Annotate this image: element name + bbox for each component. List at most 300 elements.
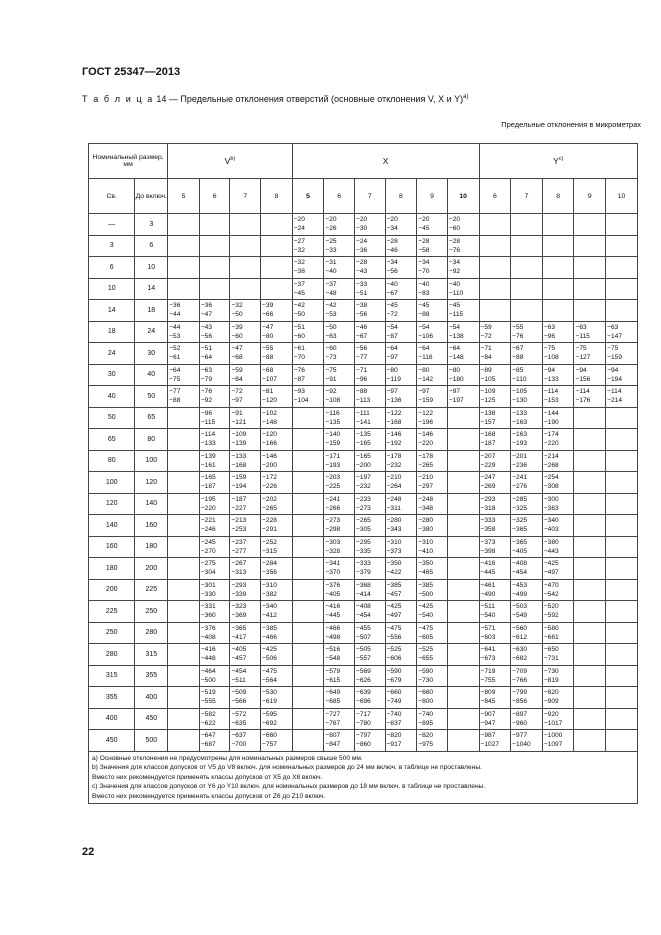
deviation-cell-y: −163 −193 [511,429,543,451]
size-from: 3 [89,235,135,257]
deviation-cell-y: −144 −190 [542,407,574,429]
deviation-cell-y: −987 −1027 [479,730,511,752]
deviation-cell-x: −116 −135 [324,407,355,429]
deviation-cell-x: −280 −343 [385,515,417,537]
deviation-cell-x: −40 −67 [385,278,417,300]
deviation-cell-y: −461 −490 [479,579,511,601]
size-to: 40 [135,364,168,386]
footnote-line: b) Значения для классов допусков от V5 до V8 включ. для номинальных размеров до 24 мм включ. в таблице не проставлены. [92,764,482,771]
deviation-cell-x: −425 −540 [417,601,448,623]
deviation-cell-y: −977 −1040 [511,730,543,752]
units-note: Предельные отклонения в микрометрах [501,120,641,129]
deviation-cell-v [168,730,200,752]
deviation-cell-x: −28 −46 [385,235,417,257]
deviation-cell-y [479,278,511,300]
deviation-cell-x: −265 −305 [354,515,385,537]
deviation-cell-y [606,708,638,730]
deviation-cell-x: −92 −108 [324,386,355,408]
deviation-cell-y [606,536,638,558]
deviation-cell-x: −80 −180 [447,364,479,386]
deviation-cell-x [447,622,479,644]
deviation-cell-x [447,579,479,601]
deviation-cell-v: −195 −220 [199,493,230,515]
deviation-cell-v: −32 −50 [230,300,261,322]
deviation-cell-y [574,644,606,666]
deviation-cell-v [230,257,261,279]
deviation-cell-x: −455 −507 [354,622,385,644]
deviation-cell-x: −75 −91 [324,364,355,386]
deviation-cell-y: −114 −176 [574,386,606,408]
deviation-cell-y [574,300,606,322]
size-from: 180 [89,558,135,580]
deviation-cell-y [479,257,511,279]
size-to: 400 [135,687,168,709]
deviation-cell-x: −408 −454 [354,601,385,623]
footnote-line: Вместо них рекомендуется применять классы допусков от X5 до X8 включ. [92,773,323,781]
deviation-cell-v: −68 −107 [261,364,293,386]
deviation-cell-x: −146 −220 [417,429,448,451]
size-to: 30 [135,343,168,365]
deviation-cell-x [292,536,324,558]
deviation-cell-v: −385 −466 [261,622,293,644]
deviation-cell-x: −303 −328 [324,536,355,558]
deviation-cell-v: −63 −79 [199,364,230,386]
deviation-cell-v: −284 −356 [261,558,293,580]
deviation-cell-y: −293 −318 [479,493,511,515]
deviation-cell-v: −301 −330 [199,579,230,601]
deviation-cell-y [606,730,638,752]
deviation-cell-y [606,300,638,322]
deviation-cell-y: −503 −549 [511,601,543,623]
deviation-cell-v: −43 −56 [199,321,230,343]
deviation-cell-y: −214 −268 [542,450,574,472]
deviation-cell-v [199,257,230,279]
deviation-cell-x: −34 −70 [417,257,448,279]
deviation-cell-y [574,730,606,752]
deviation-cell-y [574,214,606,236]
deviation-cell-x: −64 −148 [447,343,479,365]
deviation-cell-y [606,235,638,257]
deviation-cell-v: −51 −64 [199,343,230,365]
deviation-cell-v [261,278,293,300]
deviation-cell-x: −248 −348 [417,493,448,515]
deviation-cell-y [606,429,638,451]
size-to: 6 [135,235,168,257]
deviation-cell-y: −1000 −1097 [542,730,574,752]
deviation-cell-v [168,622,200,644]
deviation-cell-x: −475 −605 [417,622,448,644]
deviation-cell-v: −139 −161 [199,450,230,472]
deviation-cell-y: −470 −542 [542,579,574,601]
deviation-cell-x [447,472,479,494]
table-row [89,579,638,601]
deviation-cell-y: −94 −133 [542,364,574,386]
deviation-cell-x: −165 −200 [354,450,385,472]
deviation-cell-y: −719 −755 [479,665,511,687]
deviation-cell-x: −140 −159 [324,429,355,451]
deviation-cell-y: −94 −156 [574,364,606,386]
deviation-cell-v: −76 −92 [199,386,230,408]
table-row [89,321,638,343]
deviation-cell-y: −138 −157 [479,407,511,429]
deviation-cell-v [230,235,261,257]
deviation-cell-v: −331 −360 [199,601,230,623]
deviation-cell-y [574,429,606,451]
deviation-cell-y [479,235,511,257]
deviation-cell-x: −740 −895 [417,708,448,730]
deviation-cell-v: −114 −133 [199,429,230,451]
deviation-cell-y: −105 −130 [511,386,543,408]
deviation-cell-x: −505 −557 [354,644,385,666]
deviation-cell-x: −385 −500 [417,579,448,601]
deviation-cell-v: −52 −61 [168,343,200,365]
size-to: 355 [135,665,168,687]
table-row [89,687,638,709]
grade-header-v8: 8 [261,179,293,214]
deviation-cell-y [574,278,606,300]
deviation-cell-y [574,450,606,472]
deviation-cell-x: −64 −116 [417,343,448,365]
deviation-cell-v: −425 −506 [261,644,293,666]
deviation-cell-y: −55 −76 [511,321,543,343]
deviation-cell-v: −96 −115 [199,407,230,429]
deviation-cell-x: −385 −457 [385,579,417,601]
group-header-v: $V^{b)}$ [168,144,293,179]
size-to: 24 [135,321,168,343]
deviation-cell-v: −91 −121 [230,407,261,429]
deviation-cell-x: −56 −77 [354,343,385,365]
deviation-cell-v: −213 −253 [230,515,261,537]
over-header: Св. [89,179,135,214]
deviation-cell-x: −820 −917 [385,730,417,752]
deviation-cell-y: −63 −115 [574,321,606,343]
deviation-cell-x: −466 −498 [324,622,355,644]
deviation-cell-v: −64 −75 [168,364,200,386]
deviation-cell-v: −109 −139 [230,429,261,451]
size-from: 10 [89,278,135,300]
size-to: 3 [135,214,168,236]
deviation-cell-x: −20 −26 [324,214,355,236]
deviation-cell-v [168,278,200,300]
size-to: 14 [135,278,168,300]
deviation-cell-x: −60 −73 [324,343,355,365]
deviation-cell-v: −454 −511 [230,665,261,687]
deviation-cell-x: −40 −83 [417,278,448,300]
deviation-cell-x: −37 −45 [292,278,324,300]
deviation-cell-x: −210 −264 [385,472,417,494]
deviation-cell-v: −245 −270 [199,536,230,558]
deviation-cell-x: −660 −800 [417,687,448,709]
size-to: 80 [135,429,168,451]
deviation-cell-x: −24 −36 [354,235,385,257]
deviation-cell-y [606,450,638,472]
deviation-cell-x [292,472,324,494]
deviation-cell-v [168,214,200,236]
deviation-cell-x [447,730,479,752]
deviation-cell-y: −820 −909 [542,687,574,709]
deviation-cell-x [292,601,324,623]
deviation-cell-x: −76 −87 [292,364,324,386]
deviation-cell-y: −201 −236 [511,450,543,472]
size-from: 30 [89,364,135,386]
size-from: 355 [89,687,135,709]
deviation-cell-y: −241 −276 [511,472,543,494]
deviation-cell-x: −38 −56 [354,300,385,322]
deviation-cell-x: −71 −96 [354,364,385,386]
table-row [89,450,638,472]
deviation-cell-v [168,257,200,279]
deviation-cell-y [479,300,511,322]
deviation-cell-v: −47 −80 [261,321,293,343]
size-to: 250 [135,601,168,623]
deviation-cell-x: −579 −615 [324,665,355,687]
deviation-cell-y: −453 −499 [511,579,543,601]
deviation-cell-v: −237 −277 [230,536,261,558]
deviation-cell-x: −33 −51 [354,278,385,300]
table-row [89,601,638,623]
deviation-cell-v [199,278,230,300]
deviation-cell-v: −47 −68 [230,343,261,365]
deviation-cell-y: −133 −163 [511,407,543,429]
deviation-cell-x: −295 −335 [354,536,385,558]
deviation-cell-y: −75 −108 [542,343,574,365]
size-to: 65 [135,407,168,429]
table-row [89,257,638,279]
deviation-cell-y: −373 −398 [479,536,511,558]
deviation-cell-v [168,708,200,730]
deviation-cell-y [574,235,606,257]
size-to: 225 [135,579,168,601]
deviation-cell-x: −797 −860 [354,730,385,752]
size-from: 40 [89,386,135,408]
tolerance-table [88,143,638,804]
deviation-cell-y [606,472,638,494]
size-to: 280 [135,622,168,644]
size-from: 250 [89,622,135,644]
deviation-cell-y [542,257,574,279]
deviation-cell-y [606,257,638,279]
deviation-cell-v: −595 −692 [261,708,293,730]
deviation-cell-x: −525 −655 [417,644,448,666]
deviation-cell-v: −637 −700 [230,730,261,752]
deviation-cell-x: −80 −119 [385,364,417,386]
deviation-cell-y: −174 −220 [542,429,574,451]
deviation-cell-y [606,407,638,429]
deviation-cell-y: −94 −194 [606,364,638,386]
grade-header-y9: 9 [574,179,606,214]
size-to: 140 [135,493,168,515]
deviation-cell-v: −81 −120 [261,386,293,408]
deviation-cell-x [447,429,479,451]
deviation-cell-x: −590 −679 [385,665,417,687]
deviation-cell-x: −37 −48 [324,278,355,300]
deviation-cell-x [292,450,324,472]
deviation-cell-y: −520 −592 [542,601,574,623]
deviation-cell-x: −45 −88 [417,300,448,322]
nominal-size-header: Номинальный размер, мм [89,144,168,179]
deviation-cell-x: −639 −696 [354,687,385,709]
footnote-line: а) Основные отклонения не предусмотрены для номинальных размеров свыше 500 мм. [92,754,363,762]
deviation-cell-x: −80 −142 [417,364,448,386]
size-from: 200 [89,579,135,601]
size-to: 50 [135,386,168,408]
deviation-cell-v [168,235,200,257]
deviation-cell-y: −580 −661 [542,622,574,644]
deviation-cell-y: −207 −229 [479,450,511,472]
deviation-cell-x [292,579,324,601]
deviation-cell-x: −525 −606 [385,644,417,666]
deviation-cell-x: −40 −110 [447,278,479,300]
caption-text: 14 — Предельные отклонения отверстий (основные отклонения V, X и Y) [153,94,464,104]
deviation-cell-v: −519 −555 [199,687,230,709]
deviation-cell-v: −36 −44 [168,300,200,322]
deviation-cell-x: −333 −379 [354,558,385,580]
table-row [89,429,638,451]
deviation-cell-x: −54 −106 [417,321,448,343]
deviation-cell-y: −560 −612 [511,622,543,644]
deviation-cell-y [511,300,543,322]
deviation-cell-x [292,493,324,515]
size-from: 225 [89,601,135,623]
deviation-cell-x: −97 −159 [417,386,448,408]
deviation-cell-v: −44 −53 [168,321,200,343]
deviation-cell-y: −67 −88 [511,343,543,365]
deviation-cell-y: −325 −365 [511,515,543,537]
deviation-cell-v: −102 −148 [261,407,293,429]
group-header-y: $Y^{c)}$ [479,144,637,179]
table-row [89,407,638,429]
deviation-cell-y: −85 −110 [511,364,543,386]
deviation-cell-x: −350 −465 [417,558,448,580]
deviation-cell-x: −273 −298 [324,515,355,537]
deviation-cell-x: −28 −58 [417,235,448,257]
deviation-cell-x [447,407,479,429]
deviation-cell-v [199,235,230,257]
deviation-cell-v: −660 −757 [261,730,293,752]
deviation-cell-x: −516 −548 [324,644,355,666]
deviation-cell-v: −310 −382 [261,579,293,601]
table-row [89,343,638,365]
deviation-cell-v: −530 −619 [261,687,293,709]
deviation-cell-y [574,515,606,537]
deviation-cell-x: −28 −76 [447,235,479,257]
grade-header-v5: 5 [168,179,200,214]
deviation-cell-v [168,687,200,709]
deviation-cell-y: −799 −856 [511,687,543,709]
deviation-cell-v: −416 −448 [199,644,230,666]
deviation-cell-v: −221 −246 [199,515,230,537]
deviation-cell-x: −34 −92 [447,257,479,279]
deviation-cell-x: −425 −497 [385,601,417,623]
deviation-cell-v: −36 −47 [199,300,230,322]
deviation-cell-y: −641 −673 [479,644,511,666]
deviation-cell-y [574,622,606,644]
grade-header-y10: 10 [606,179,638,214]
deviation-cell-v: −464 −500 [199,665,230,687]
deviation-cell-y: −254 −308 [542,472,574,494]
grade-header-v7: 7 [230,179,261,214]
deviation-cell-y [606,558,638,580]
deviation-cell-v [168,536,200,558]
deviation-cell-x: −64 −97 [385,343,417,365]
deviation-cell-v [168,665,200,687]
deviation-cell-v: −582 −622 [199,708,230,730]
deviation-cell-x: −241 −266 [324,493,355,515]
deviation-cell-v [230,278,261,300]
size-from: — [89,214,135,236]
deviation-cell-y [574,493,606,515]
deviation-cell-x: −32 −38 [292,257,324,279]
deviation-cell-y [574,687,606,709]
deviation-cell-y [574,665,606,687]
deviation-cell-y [542,235,574,257]
deviation-cell-v: −72 −97 [230,386,261,408]
deviation-cell-x: −210 −297 [417,472,448,494]
deviation-cell-x: −122 −196 [417,407,448,429]
deviation-cell-x [292,687,324,709]
deviation-cell-y: −408 −454 [511,558,543,580]
deviation-cell-y [511,214,543,236]
grade-header-y8: 8 [542,179,574,214]
deviation-cell-x: −93 −104 [292,386,324,408]
deviation-cell-v: −77 −88 [168,386,200,408]
deviation-cell-x: −45 −115 [447,300,479,322]
deviation-cell-x [447,708,479,730]
deviation-cell-v [168,644,200,666]
deviation-cell-x: −20 −24 [292,214,324,236]
deviation-cell-v: −323 −369 [230,601,261,623]
deviation-cell-x [447,665,479,687]
deviation-cell-y: −809 −845 [479,687,511,709]
deviation-cell-y [606,214,638,236]
deviation-cell-x: −54 −138 [447,321,479,343]
size-from: 14 [89,300,135,322]
deviation-cell-x: −368 −414 [354,579,385,601]
deviation-cell-v: −509 −566 [230,687,261,709]
deviation-cell-x [292,429,324,451]
deviation-cell-v: −55 −88 [261,343,293,365]
deviation-cell-v: −376 −408 [199,622,230,644]
deviation-cell-x: −88 −113 [354,386,385,408]
table-row [89,558,638,580]
deviation-cell-v: −146 −200 [261,450,293,472]
deviation-cell-x: −717 −780 [354,708,385,730]
deviation-cell-y [574,407,606,429]
table-row [89,386,638,408]
deviation-cell-y [574,536,606,558]
deviation-cell-y [479,214,511,236]
grade-header-y7: 7 [511,179,543,214]
deviation-cell-y: −920 −1017 [542,708,574,730]
deviation-cell-y: −109 −125 [479,386,511,408]
deviation-cell-x: −807 −847 [324,730,355,752]
size-from: 6 [89,257,135,279]
deviation-cell-v: −165 −187 [199,472,230,494]
deviation-cell-x: −233 −273 [354,493,385,515]
table-row [89,493,638,515]
deviation-cell-x: −20 −60 [447,214,479,236]
table-row [89,515,638,537]
deviation-cell-y [511,278,543,300]
deviation-cell-x [292,665,324,687]
deviation-cell-v: −59 −84 [230,364,261,386]
deviation-cell-x: −122 −168 [385,407,417,429]
deviation-cell-y: −114 −214 [606,386,638,408]
deviation-cell-x: −178 −232 [385,450,417,472]
deviation-cell-x: −51 −60 [292,321,324,343]
deviation-cell-v: −228 −291 [261,515,293,537]
deviation-cell-x [447,536,479,558]
